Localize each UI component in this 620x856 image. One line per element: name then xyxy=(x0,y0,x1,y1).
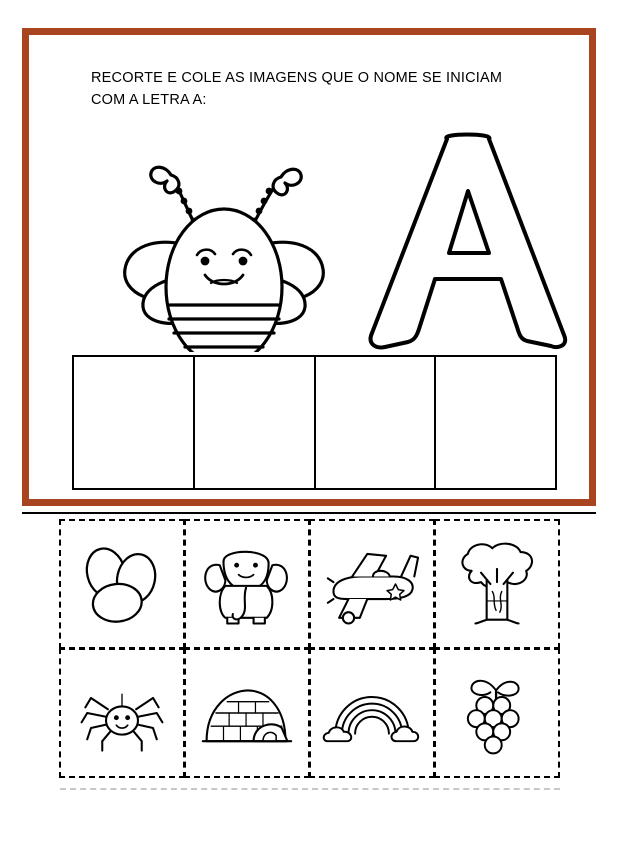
instruction-line-1: RECORTE E COLE AS IMAGENS QUE O NOME SE INICIAM xyxy=(91,70,503,86)
cutout-grid xyxy=(60,520,560,778)
abelha-bee-illustration xyxy=(99,117,349,352)
cutout-cell-elefante[interactable] xyxy=(184,519,310,649)
answer-boxes-row xyxy=(72,355,557,490)
cutout-cell-uvas[interactable] xyxy=(434,648,560,778)
section-divider xyxy=(22,512,596,514)
cutout-cell-aranha[interactable] xyxy=(59,648,185,778)
answer-box-4[interactable] xyxy=(434,355,557,490)
worksheet-card xyxy=(22,28,596,506)
answer-box-1[interactable] xyxy=(72,355,195,490)
cutout-cell-arvore[interactable] xyxy=(434,519,560,649)
cutout-cell-arco-iris[interactable] xyxy=(309,648,435,778)
letter-a-outline xyxy=(359,127,579,357)
instruction-line-2: COM A LETRA A: xyxy=(91,92,207,109)
answer-box-2[interactable] xyxy=(193,355,316,490)
instruction-text xyxy=(91,67,561,112)
cutout-cell-ovos[interactable] xyxy=(59,519,185,649)
cutout-bottom-edge xyxy=(60,788,560,790)
answer-box-3[interactable] xyxy=(314,355,437,490)
cutout-cell-aviao[interactable] xyxy=(309,519,435,649)
cutout-cell-iglu[interactable] xyxy=(184,648,310,778)
